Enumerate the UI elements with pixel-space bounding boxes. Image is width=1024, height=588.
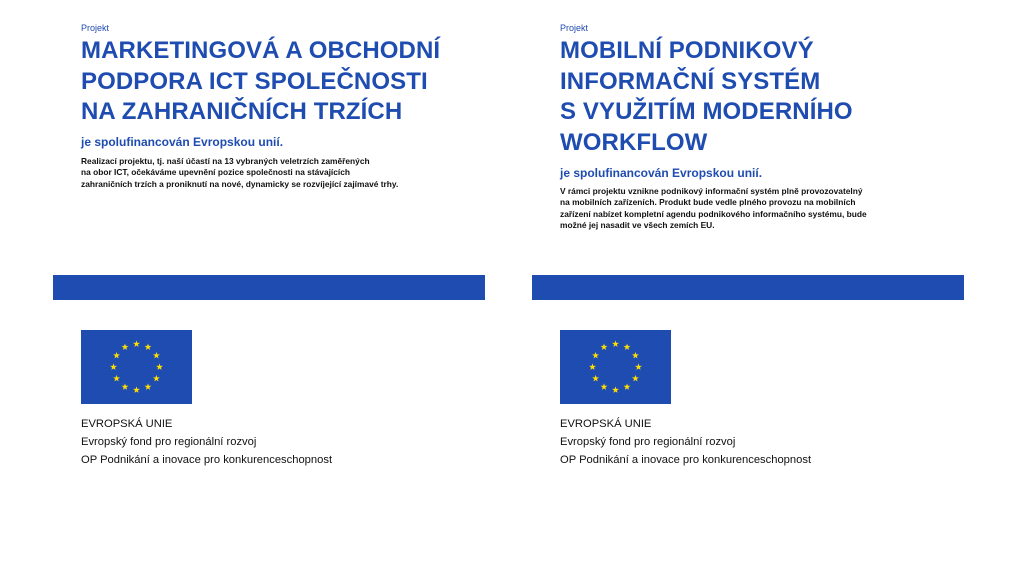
eu-name: EVROPSKÁ UNIE xyxy=(560,418,652,430)
eu-info xyxy=(81,415,332,470)
eu-name: EVROPSKÁ UNIE xyxy=(81,418,173,430)
eu-flag-icon xyxy=(81,330,192,404)
cofinanced-subtitle: je spolufinancován Evropskou unií. xyxy=(560,166,763,180)
project-label: Projekt xyxy=(560,23,589,33)
eu-flag-icon xyxy=(560,330,671,404)
project-title: MOBILNÍ PODNIKOVÝ INFORMAČNÍ SYSTÉM S VYUŽITÍM MODERNÍHO WORKFLOW xyxy=(560,37,853,156)
project-panel-mobile xyxy=(532,0,964,588)
blue-band xyxy=(53,275,485,300)
program-name: OP Podnikání a inovace pro konkurenceschopnost xyxy=(560,454,812,467)
project-panel-marketing xyxy=(53,0,485,588)
blue-band xyxy=(532,275,964,300)
project-title: MARKETINGOVÁ A OBCHODNÍ PODPORA ICT SPOLEČNOSTI NA ZAHRANIČNÍCH TRZÍCH xyxy=(81,37,441,125)
project-description: Realizací projektu, tj. naší účastí na 13 vybraných veletrzích zaměřených na obor ICT, očekáváme upevnění pozice společnosti na stávajících zahraničních trzích a proniknutí na nové, dynamicky se rozvíjející zajímavé trhy. xyxy=(81,156,399,189)
project-label: Projekt xyxy=(81,23,110,33)
fund-name: Evropský fond pro regionální rozvoj xyxy=(560,436,736,449)
program-name: OP Podnikání a inovace pro konkurenceschopnost xyxy=(81,454,333,467)
fund-name: Evropský fond pro regionální rozvoj xyxy=(81,436,257,449)
eu-info xyxy=(560,415,811,470)
cofinanced-subtitle: je spolufinancován Evropskou unií. xyxy=(81,135,284,149)
project-description: V rámci projektu vznikne podnikový informační systém plně provozovatelný na mobilních zařízeních. Produkt bude vedle plného provozu na mobilních zařízení nabízet kompletní agendu podnikového informačního systému, bude možné jej nasadit ve všech zemích EU. xyxy=(560,186,867,231)
